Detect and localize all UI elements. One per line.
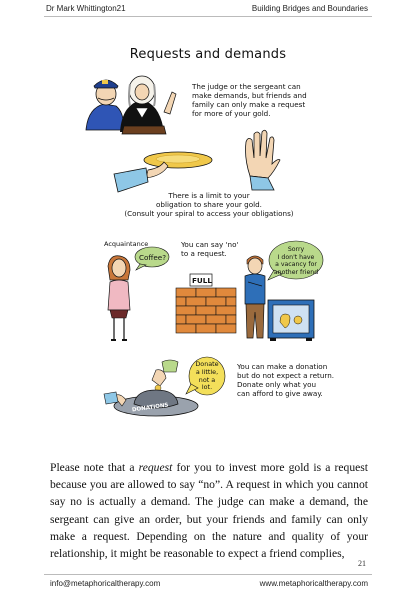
judge-caption: The judge or the sergeant can make demands, but friends and family can only make a request for more of your gold. bbox=[192, 82, 307, 118]
safe-illustration bbox=[266, 298, 318, 342]
footer-divider bbox=[44, 574, 372, 575]
judge-sergeant-illustration bbox=[84, 68, 184, 138]
wall-sign-text: FULL bbox=[192, 276, 212, 285]
body-paragraph: Please note that a request for you to invest more gold is a request because you are allowed to say “no”. A request in which you cannot say no is actually a demand. The judge can make a demand, the sergeant can give an order, but your friends and family can only make a request. Depending on the nature and quality of your relationship, it might be reasonable to expect a friend complies, bbox=[50, 461, 368, 561]
header-author: Dr Mark Whittington21 bbox=[46, 4, 126, 13]
footer-email: info@metaphoricaltherapy.com bbox=[50, 579, 161, 588]
illustration-title: Requests and demands bbox=[129, 47, 287, 62]
donate-bubble-text: Donate a little, not a lot. bbox=[195, 360, 219, 392]
emphasis-request: request bbox=[138, 461, 173, 474]
limit-caption: There is a limit to your obligation to share your gold. (Consult your spiral to access your obligations) bbox=[124, 191, 294, 218]
coffee-bubble-text: Coffee? bbox=[139, 253, 167, 262]
acquaintance-woman-illustration bbox=[102, 254, 136, 346]
page-number: 21 bbox=[358, 559, 366, 568]
sorry-bubble-text: Sorry I don't have a vacancy for another friend bbox=[273, 246, 319, 276]
header-divider bbox=[44, 16, 372, 17]
say-no-caption: You can say 'no' to a request. bbox=[181, 240, 239, 258]
donation-caption: You can make a donation but do not expect a return. Donate only what you can afford to give away. bbox=[237, 362, 335, 398]
hat-label: DONATIONS bbox=[131, 402, 169, 414]
stop-hand-illustration bbox=[232, 128, 292, 190]
acquaintance-label: Acquaintance bbox=[104, 240, 149, 248]
header-book-title: Building Bridges and Boundaries bbox=[251, 4, 368, 13]
footer-website: www.metaphoricaltherapy.com bbox=[259, 579, 368, 588]
